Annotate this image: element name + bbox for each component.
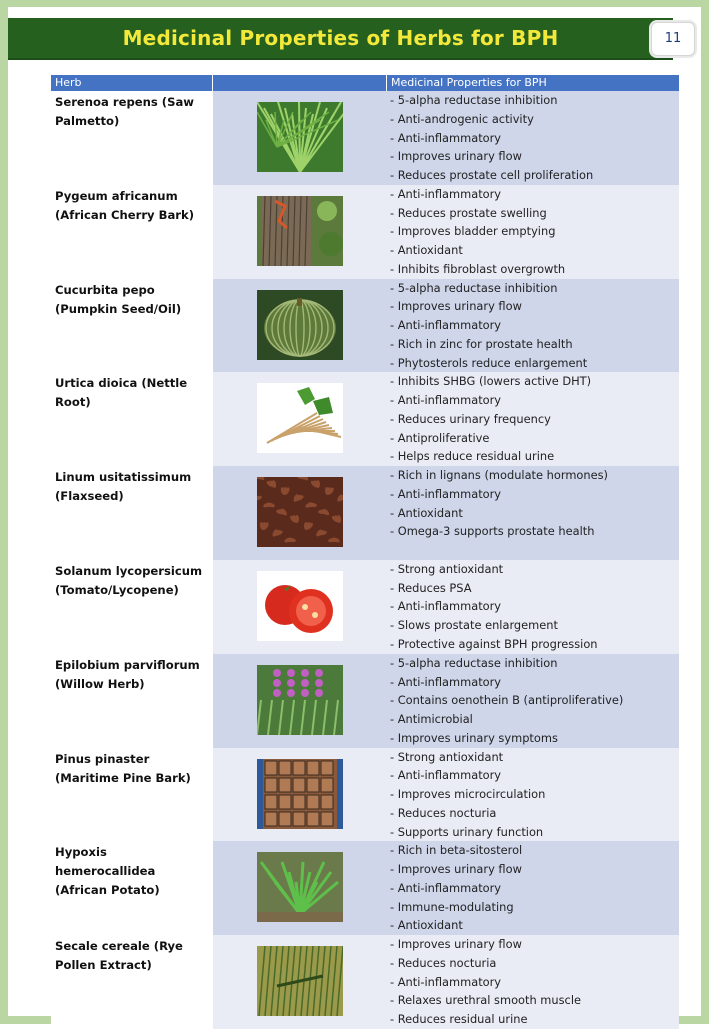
- herb-name: Epilobium parviflorum (Willow Herb): [51, 654, 213, 748]
- properties-list: [387, 841, 679, 935]
- herb-name: Linum usitatissimum (Flaxseed): [51, 466, 213, 560]
- property-item: - 5-alpha reductase inhibition: [390, 93, 558, 107]
- rye-image: [257, 946, 343, 1016]
- property-item: - Protective against BPH progression: [390, 636, 598, 651]
- title-banner: [8, 18, 673, 60]
- property-item: - Anti-inflammatory: [390, 880, 502, 895]
- property-item: - Anti-inflammatory: [390, 318, 502, 333]
- property-item: - Anti-inflammatory: [390, 393, 502, 408]
- property-item: - Relaxes urethral smooth muscle: [390, 993, 581, 1008]
- header-image: [213, 75, 387, 91]
- table-row: [51, 91, 679, 185]
- property-item: - Rich in zinc for prostate health: [390, 336, 573, 351]
- property-item: - Antioxidant: [390, 243, 463, 258]
- property-item: - Supports urinary function: [390, 824, 544, 839]
- herb-table: [51, 75, 679, 1029]
- property-item: - Reduces residual urine: [390, 1012, 528, 1027]
- property-item: - Reduces PSA: [390, 580, 472, 595]
- property-item: - Anti-inflammatory: [390, 768, 502, 783]
- flaxseed-image: [257, 477, 343, 547]
- property-item: - Improves urinary flow: [390, 937, 522, 952]
- properties-list: [387, 654, 679, 748]
- property-item: - Contains oenothein B (antiproliferative): [390, 693, 624, 708]
- property-item: - Strong antioxidant: [390, 561, 504, 576]
- properties-list: [387, 279, 679, 373]
- herb-image-cell: [213, 654, 387, 748]
- table-row: [51, 841, 679, 935]
- herb-image-cell: [213, 372, 387, 466]
- herb-image-cell: [213, 185, 387, 279]
- property-item: - Improves bladder emptying: [390, 224, 556, 239]
- herb-image-cell: [213, 279, 387, 373]
- header-properties: Medicinal Properties for BPH: [391, 76, 547, 89]
- herb-image-cell: [213, 466, 387, 560]
- herb-name: Hypoxis hemerocallidea (African Potato): [51, 841, 213, 935]
- pine-bark-image: [257, 759, 343, 829]
- property-item: - Reduces prostate cell proliferation: [390, 168, 594, 182]
- property-item: - Anti-inflammatory: [390, 186, 502, 201]
- properties-list: [387, 748, 679, 842]
- table-row: [51, 654, 679, 748]
- property-item: - Reduces urinary frequency: [390, 411, 551, 426]
- herb-name: Urtica dioica (Nettle Root): [51, 372, 213, 466]
- property-item: - Inhibits SHBG (lowers active DHT): [390, 374, 592, 389]
- property-item: - Anti-inflammatory: [390, 486, 502, 501]
- property-item: - Phytosterols reduce enlargement: [390, 355, 588, 370]
- cherry-bark-image: [257, 196, 343, 266]
- properties-list: [387, 935, 679, 1029]
- properties-list: [387, 466, 679, 560]
- property-item: - 5-alpha reductase inhibition: [390, 655, 558, 670]
- property-item: - Immune-modulating: [390, 899, 514, 914]
- property-item: - Helps reduce residual urine: [390, 449, 555, 464]
- table-row: [51, 372, 679, 466]
- page-title: Medicinal Properties of Herbs for BPH: [122, 26, 559, 50]
- property-item: - Reduces nocturia: [390, 805, 497, 820]
- property-item: - Anti-inflammatory: [390, 130, 502, 145]
- page-number-badge: 11: [651, 22, 695, 56]
- herb-name: Pygeum africanum (African Cherry Bark): [51, 185, 213, 279]
- herb-image-cell: [213, 935, 387, 1029]
- table-row: [51, 185, 679, 279]
- nettle-root-image: [257, 383, 343, 453]
- herb-image-cell: [213, 841, 387, 935]
- properties-list: [387, 185, 679, 279]
- table-body: [51, 91, 679, 1029]
- properties-list: [387, 560, 679, 654]
- willow-herb-image: [257, 665, 343, 735]
- property-item: - Improves urinary symptoms: [390, 730, 558, 745]
- herb-name: Serenoa repens (Saw Palmetto): [51, 91, 213, 185]
- property-item: - Rich in beta-sitosterol: [390, 843, 523, 858]
- table-row: [51, 279, 679, 373]
- property-item: - Reduces nocturia: [390, 955, 497, 970]
- properties-list: [387, 372, 679, 466]
- property-item: - Anti-inflammatory: [390, 599, 502, 614]
- property-item: - Slows prostate enlargement: [390, 618, 558, 633]
- property-item: - Improves urinary flow: [390, 149, 522, 164]
- table-header: [51, 75, 679, 91]
- table-row: [51, 560, 679, 654]
- property-item: - 5-alpha reductase inhibition: [390, 280, 558, 295]
- african-potato-image: [257, 852, 343, 922]
- table-row: [51, 466, 679, 560]
- property-item: - Anti-inflammatory: [390, 674, 502, 689]
- herb-image-cell: [213, 560, 387, 654]
- property-item: - Anti-androgenic activity: [390, 111, 534, 126]
- properties-list: [387, 91, 679, 185]
- tomato-image: [257, 571, 343, 641]
- property-item: - Strong antioxidant: [390, 749, 504, 764]
- property-item: - Reduces prostate swelling: [390, 205, 547, 220]
- herb-name: Secale cereale (Rye Pollen Extract): [51, 935, 213, 1029]
- property-item: - Antimicrobial: [390, 712, 473, 727]
- herb-name: Pinus pinaster (Maritime Pine Bark): [51, 748, 213, 842]
- property-item: - Antioxidant: [390, 505, 463, 520]
- property-item: - Improves urinary flow: [390, 862, 522, 877]
- property-item: - Antiproliferative: [390, 430, 490, 445]
- table-row: [51, 748, 679, 842]
- property-item: - Inhibits fibroblast overgrowth: [390, 261, 566, 276]
- property-item: - Anti-inflammatory: [390, 974, 502, 989]
- property-item: - Improves microcirculation: [390, 787, 546, 802]
- property-item: - Antioxidant: [390, 918, 463, 933]
- herb-name: Solanum lycopersicum (Tomato/Lycopene): [51, 560, 213, 654]
- saw-palmetto-image: [257, 102, 343, 172]
- pumpkin-image: [257, 290, 343, 360]
- herb-image-cell: [213, 748, 387, 842]
- herb-image-cell: [213, 91, 387, 185]
- property-item: - Rich in lignans (modulate hormones): [390, 468, 608, 483]
- header-herb: Herb: [51, 75, 213, 91]
- herb-name: Cucurbita pepo (Pumpkin Seed/Oil): [51, 279, 213, 373]
- property-item: - Omega-3 supports prostate health: [390, 524, 595, 539]
- table-row: [51, 935, 679, 1029]
- property-item: - Improves urinary flow: [390, 299, 522, 314]
